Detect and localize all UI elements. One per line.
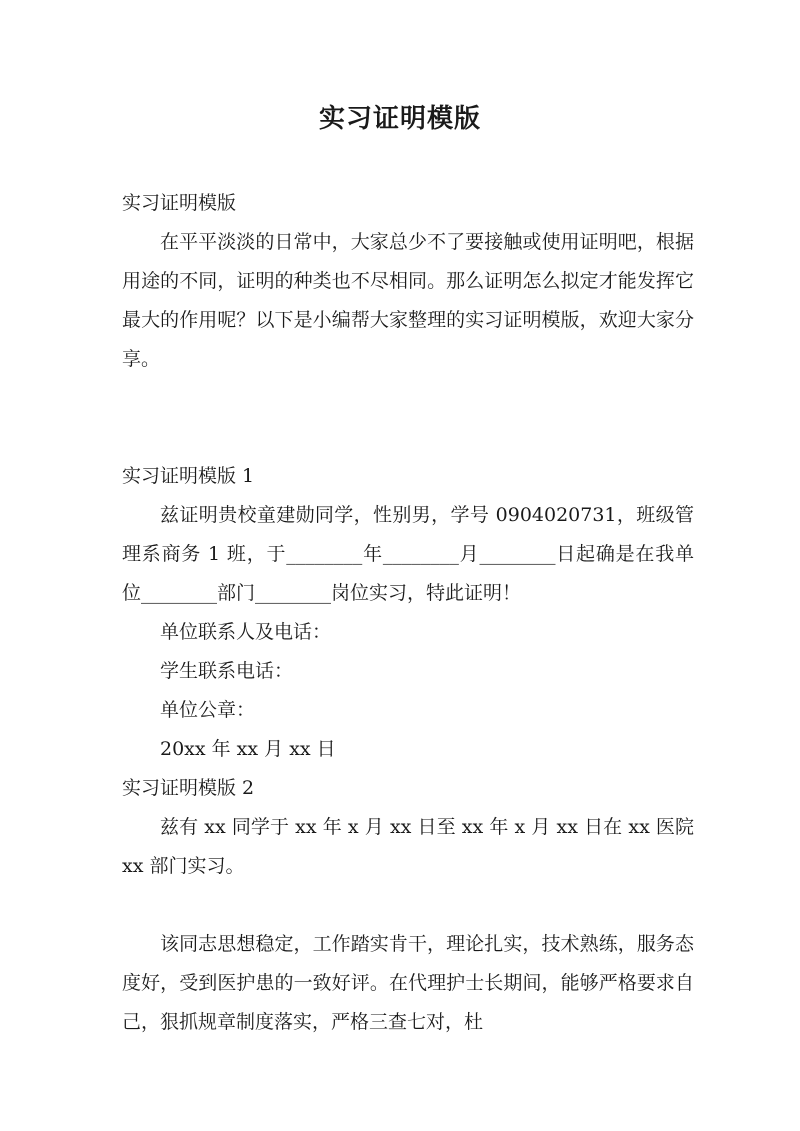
- paragraph-template-2-evaluation: 该同志思想稳定，工作踏实肯干，理论扎实，技术熟练，服务态度好，受到医护患的一致好评。在代理护士长期间，能够严格要求自己，狠抓规章制度落实，严格三查七对，杜: [122, 933, 694, 1033]
- paragraph-unit-contact: 单位联系人及电话：: [160, 621, 332, 643]
- document-title: 实习证明模版: [318, 104, 481, 134]
- paragraph-date: 20xx 年 xx 月 xx 日: [160, 738, 336, 760]
- paragraph-student-contact: 学生联系电话：: [160, 660, 294, 682]
- paragraph-template-2-body: 兹有 xx 同学于 xx 年 x 月 xx 日至 xx 年 x 月 xx 日在 xx 医院 xx 部门实习。: [122, 816, 694, 877]
- paragraph-spacer: [122, 886, 694, 925]
- paragraph-intro: 在平平淡淡的日常中，大家总少不了要接触或使用证明吧，根据用途的不同，证明的种类也不尽相同。那么证明怎么拟定才能发挥它最大的作用呢？以下是小编帮大家整理的实习证明模版，欢迎大家分享。: [122, 231, 694, 370]
- paragraph-template-1-body: 兹证明贵校童建勋同学，性别男，学号 0904020731，班级管理系商务 1 班，于________年________月________日起确是在我单位________部门________岗位实习，特此证明！: [122, 504, 694, 604]
- paragraph-unit-seal: 单位公章：: [160, 699, 256, 721]
- paragraph-spacer: [122, 379, 694, 457]
- paragraph-heading-intro: 实习证明模版: [122, 192, 237, 214]
- paragraph-heading-template-2: 实习证明模版 2: [122, 777, 255, 799]
- paragraph-heading-template-1: 实习证明模版 1: [122, 465, 255, 487]
- document-body: [122, 184, 694, 1042]
